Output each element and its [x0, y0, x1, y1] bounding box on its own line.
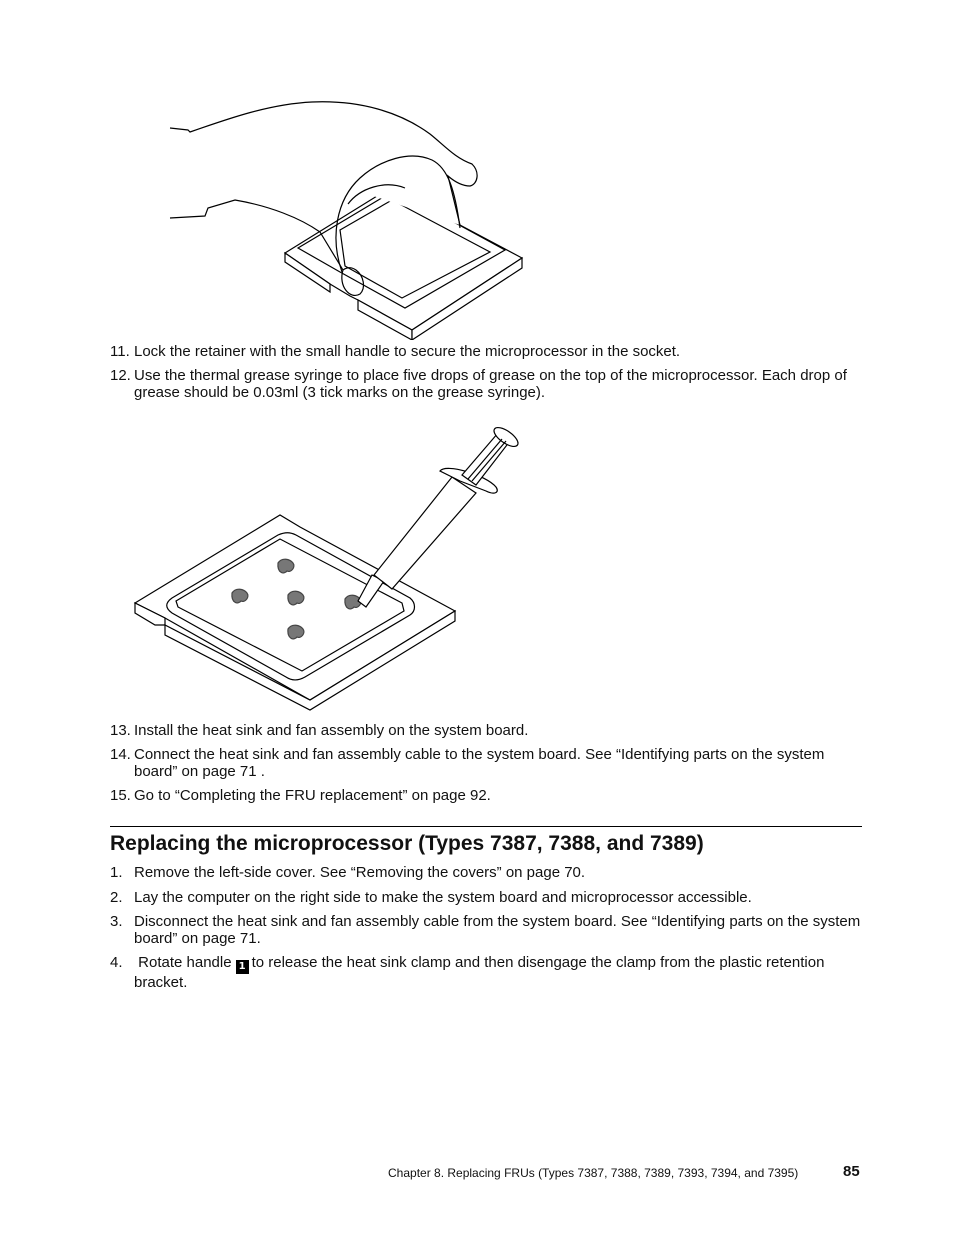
step-number: 4. [110, 954, 123, 971]
step-text-before: Rotate handle [138, 954, 232, 971]
step-number: 13. [110, 722, 131, 739]
step-11 [110, 343, 862, 360]
step-text-after: to release the heat sink clamp and then disengage the clamp from the plastic retention bracket. [134, 954, 825, 991]
section-step-3 [110, 913, 862, 947]
section-step-1 [110, 864, 862, 881]
step-15 [110, 787, 862, 804]
step-text: Use the thermal grease syringe to place five drops of grease on the top of the microprocessor. Each drop of grease should be 0.03ml (3 tick marks on the grease syringe). [134, 367, 847, 401]
grease-drop [278, 559, 294, 573]
step-text [134, 954, 862, 991]
step-number: 3. [110, 913, 123, 930]
step-text: Go to “Completing the FRU replacement” on page 92. [134, 787, 491, 804]
grease-drop [288, 591, 304, 605]
thermal-grease-illustration [0, 415, 954, 715]
footer-chapter: Chapter 8. Replacing FRUs (Types 7387, 7388, 7389, 7393, 7394, and 7395) [388, 1166, 799, 1180]
grease-drop [232, 589, 248, 603]
step-number: 12. [110, 367, 131, 384]
step-text: Disconnect the heat sink and fan assembly cable from the system board. See “Identifying parts on the system board” on page 71. [134, 913, 861, 947]
step-text: Lock the retainer with the small handle to secure the microprocessor in the socket. [134, 343, 681, 360]
step-14 [110, 746, 862, 780]
section-step-2 [110, 889, 862, 906]
callout-1-icon: 1 [236, 960, 249, 974]
microprocessor-install-illustration [0, 0, 954, 340]
step-text: Lay the computer on the right side to make the system board and microprocessor accessible. [134, 889, 752, 906]
step-text: Remove the left-side cover. See “Removing the covers” on page 70. [134, 864, 586, 881]
step-number: 1. [110, 864, 123, 881]
step-number: 2. [110, 889, 123, 906]
section-title: Replacing the microprocessor (Types 7387, 7388, and 7389) [110, 832, 704, 855]
step-text: Connect the heat sink and fan assembly cable to the system board. See “Identifying parts on the system board” on page 71 . [134, 746, 825, 780]
step-number: 14. [110, 746, 131, 763]
grease-drop [288, 625, 304, 639]
section-divider [110, 826, 862, 827]
step-number: 15. [110, 787, 131, 804]
step-12 [110, 367, 862, 401]
step-13 [110, 722, 862, 739]
step-text: Install the heat sink and fan assembly on the system board. [134, 722, 529, 739]
page-number: 85 [843, 1163, 860, 1180]
section-step-4 [110, 954, 862, 991]
step-number: 11. [110, 343, 130, 360]
